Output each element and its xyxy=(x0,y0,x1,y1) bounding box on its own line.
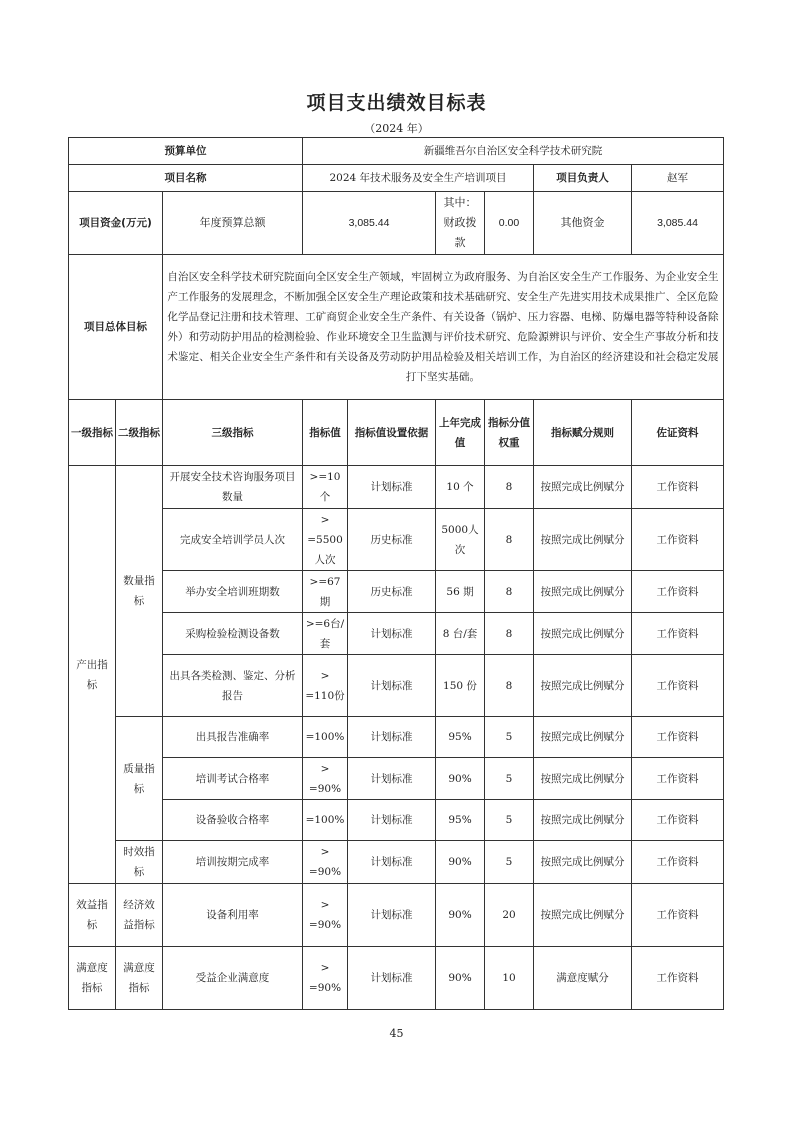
indicator-evidence: 工作资料 xyxy=(632,758,724,800)
indicator-rule: 按照完成比例赋分 xyxy=(534,841,632,884)
page-number: 45 xyxy=(389,1027,404,1040)
table-row xyxy=(69,758,724,800)
indicator-evidence: 工作资料 xyxy=(632,466,724,509)
indicator-basis: 计划标准 xyxy=(348,758,436,800)
indicator-evidence: 工作资料 xyxy=(632,613,724,655)
table-row xyxy=(69,613,724,655)
indicator-name: 采购检验检测设备数 xyxy=(163,613,303,655)
indicator-basis: 计划标准 xyxy=(348,947,436,1010)
group-satisfaction-sub: 满意度指标 xyxy=(116,947,163,1010)
indicator-rule: 按照完成比例赋分 xyxy=(534,613,632,655)
indicator-last: 95% xyxy=(436,800,485,841)
annual-total-label: 年度预算总额 xyxy=(163,192,303,255)
indicator-value: >=10个 xyxy=(303,466,348,509)
indicator-name: 完成安全培训学员人次 xyxy=(163,509,303,571)
indicator-rule: 按照完成比例赋分 xyxy=(534,800,632,841)
goal-row xyxy=(69,255,724,400)
table-row xyxy=(69,509,724,571)
table-row xyxy=(69,655,724,717)
table-row xyxy=(69,947,724,1010)
table-row xyxy=(69,800,724,841)
indicator-basis: 计划标准 xyxy=(348,841,436,884)
indicator-last: 90% xyxy=(436,884,485,947)
indicator-last: 90% xyxy=(436,758,485,800)
other-funds-value: 3,085.44 xyxy=(632,192,724,255)
indicator-rule: 按照完成比例赋分 xyxy=(534,717,632,758)
indicator-weight: 8 xyxy=(485,571,534,613)
col-rule: 指标赋分规则 xyxy=(534,400,632,466)
indicator-weight: 8 xyxy=(485,466,534,509)
indicator-evidence: 工作资料 xyxy=(632,717,724,758)
indicator-value: > =110份 xyxy=(303,655,348,717)
indicator-weight: 8 xyxy=(485,509,534,571)
indicator-value: > =90% xyxy=(303,841,348,884)
fiscal-label: 其中：财政拨款 xyxy=(436,192,485,255)
group-benefit: 效益指标 xyxy=(69,884,116,947)
group-quantity: 数量指标 xyxy=(116,466,163,717)
col-last-year: 上年完成值 xyxy=(436,400,485,466)
indicator-name: 培训考试合格率 xyxy=(163,758,303,800)
indicator-name: 出具报告准确率 xyxy=(163,717,303,758)
indicator-last: 56 期 xyxy=(436,571,485,613)
annual-total-value: 3,085.44 xyxy=(303,192,436,255)
other-funds-cell xyxy=(534,192,632,255)
col-level2: 二级指标 xyxy=(116,400,163,466)
indicator-name: 设备利用率 xyxy=(163,884,303,947)
indicator-name: 设备验收合格率 xyxy=(163,800,303,841)
goal-label: 项目总体目标 xyxy=(69,255,163,400)
indicator-value: > =5500人次 xyxy=(303,509,348,571)
indicator-basis: 历史标准 xyxy=(348,509,436,571)
page-title: 项目支出绩效目标表 xyxy=(306,92,487,114)
indicator-weight: 8 xyxy=(485,655,534,717)
indicator-weight: 20 xyxy=(485,884,534,947)
indicator-last: 95% xyxy=(436,717,485,758)
year-caption: （2024 年） xyxy=(364,122,429,135)
indicator-name: 开展安全技术咨询服务项目数量 xyxy=(163,466,303,509)
table-row xyxy=(69,884,724,947)
indicator-evidence: 工作资料 xyxy=(632,884,724,947)
indicator-last: 5000人次 xyxy=(436,509,485,571)
indicator-basis: 历史标准 xyxy=(348,571,436,613)
group-timeliness: 时效指标 xyxy=(116,841,163,884)
indicator-name: 出具各类检测、鉴定、分析报告 xyxy=(163,655,303,717)
other-funds-label: 其他资金 xyxy=(560,216,605,229)
indicator-name: 举办安全培训班期数 xyxy=(163,571,303,613)
indicator-basis: 计划标准 xyxy=(348,655,436,717)
funds-row xyxy=(69,192,724,255)
indicator-value: =100% xyxy=(303,717,348,758)
column-header-row xyxy=(69,400,724,466)
indicator-value: > =90% xyxy=(303,758,348,800)
indicator-evidence: 工作资料 xyxy=(632,841,724,884)
indicator-evidence: 工作资料 xyxy=(632,800,724,841)
indicator-last: 10 个 xyxy=(436,466,485,509)
funds-label: 项目资金(万元) xyxy=(69,192,163,255)
col-level3: 三级指标 xyxy=(163,400,303,466)
indicator-last: 90% xyxy=(436,947,485,1010)
project-lead-label: 项目负责人 xyxy=(534,165,632,192)
budget-unit-label: 预算单位 xyxy=(69,138,303,165)
project-name-label: 项目名称 xyxy=(69,165,303,192)
indicator-weight: 10 xyxy=(485,947,534,1010)
table-row xyxy=(69,466,724,509)
indicator-rule: 按照完成比例赋分 xyxy=(534,571,632,613)
col-level1: 一级指标 xyxy=(69,400,116,466)
indicator-last: 150 份 xyxy=(436,655,485,717)
indicator-evidence: 工作资料 xyxy=(632,571,724,613)
indicator-weight: 5 xyxy=(485,841,534,884)
indicator-value: =100% xyxy=(303,800,348,841)
col-weight: 指标分值权重 xyxy=(485,400,534,466)
indicator-basis: 计划标准 xyxy=(348,717,436,758)
budget-unit-row xyxy=(69,138,724,165)
table-row xyxy=(69,717,724,758)
indicator-value: >=67期 xyxy=(303,571,348,613)
indicator-rule: 按照完成比例赋分 xyxy=(534,466,632,509)
performance-table xyxy=(68,137,724,1010)
group-satisfaction: 满意度指标 xyxy=(69,947,116,1010)
indicator-weight: 5 xyxy=(485,758,534,800)
fiscal-value: 0.00 xyxy=(485,192,534,255)
indicator-rule: 按照完成比例赋分 xyxy=(534,509,632,571)
table-row xyxy=(69,841,724,884)
indicator-evidence: 工作资料 xyxy=(632,947,724,1010)
indicator-name: 培训按期完成率 xyxy=(163,841,303,884)
indicator-value: >=6台/套 xyxy=(303,613,348,655)
indicator-basis: 计划标准 xyxy=(348,613,436,655)
indicator-rule: 按照完成比例赋分 xyxy=(534,884,632,947)
indicator-rule: 按照完成比例赋分 xyxy=(534,758,632,800)
indicator-basis: 计划标准 xyxy=(348,466,436,509)
table-row xyxy=(69,571,724,613)
col-basis: 指标值设置依据 xyxy=(348,400,436,466)
col-evidence: 佐证资料 xyxy=(632,400,724,466)
col-value: 指标值 xyxy=(303,400,348,466)
project-name-value: 2024 年技术服务及安全生产培训项目 xyxy=(303,165,534,192)
group-economic: 经济效益指标 xyxy=(116,884,163,947)
project-name-row xyxy=(69,165,724,192)
indicator-weight: 5 xyxy=(485,800,534,841)
indicator-basis: 计划标准 xyxy=(348,884,436,947)
indicator-rule: 满意度赋分 xyxy=(534,947,632,1010)
group-output: 产出指标 xyxy=(69,466,116,884)
project-lead-value: 赵军 xyxy=(632,165,724,192)
indicator-last: 90% xyxy=(436,841,485,884)
indicator-rule: 按照完成比例赋分 xyxy=(534,655,632,717)
indicator-name: 受益企业满意度 xyxy=(163,947,303,1010)
indicator-value: > =90% xyxy=(303,884,348,947)
indicator-evidence: 工作资料 xyxy=(632,509,724,571)
indicator-last: 8 台/套 xyxy=(436,613,485,655)
indicator-weight: 5 xyxy=(485,717,534,758)
group-quality: 质量指标 xyxy=(116,717,163,841)
indicator-weight: 8 xyxy=(485,613,534,655)
indicator-evidence: 工作资料 xyxy=(632,655,724,717)
indicator-value: > =90% xyxy=(303,947,348,1010)
indicator-basis: 计划标准 xyxy=(348,800,436,841)
goal-text: 自治区安全科学技术研究院面向全区安全生产领域，牢固树立为政府服务、为自治区安全生产工作服务、为企业安全生产工作服务的发展理念，不断加强全区安全生产理论政策和技术基础研究、安全生产先进实用技术成果推广、全区危险化学品登记注册和技术管理、工矿商贸企业安全生产条件、有关设备（锅炉、压力容器、电梯、防爆电器等特种设备除外）和劳动防护用品的检测检验、作业环境安全卫生监测与评价技术研究、危险源辨识与评价、安全生产事故分析和技术鉴定、相关企业安全生产条件和有关设备及劳动防护用品检验及相关培训工作，为自治区的经济建设和社会稳定发展打下坚实基础。 xyxy=(163,255,724,400)
budget-unit-value: 新疆维吾尔自治区安全科学技术研究院 xyxy=(303,138,724,165)
